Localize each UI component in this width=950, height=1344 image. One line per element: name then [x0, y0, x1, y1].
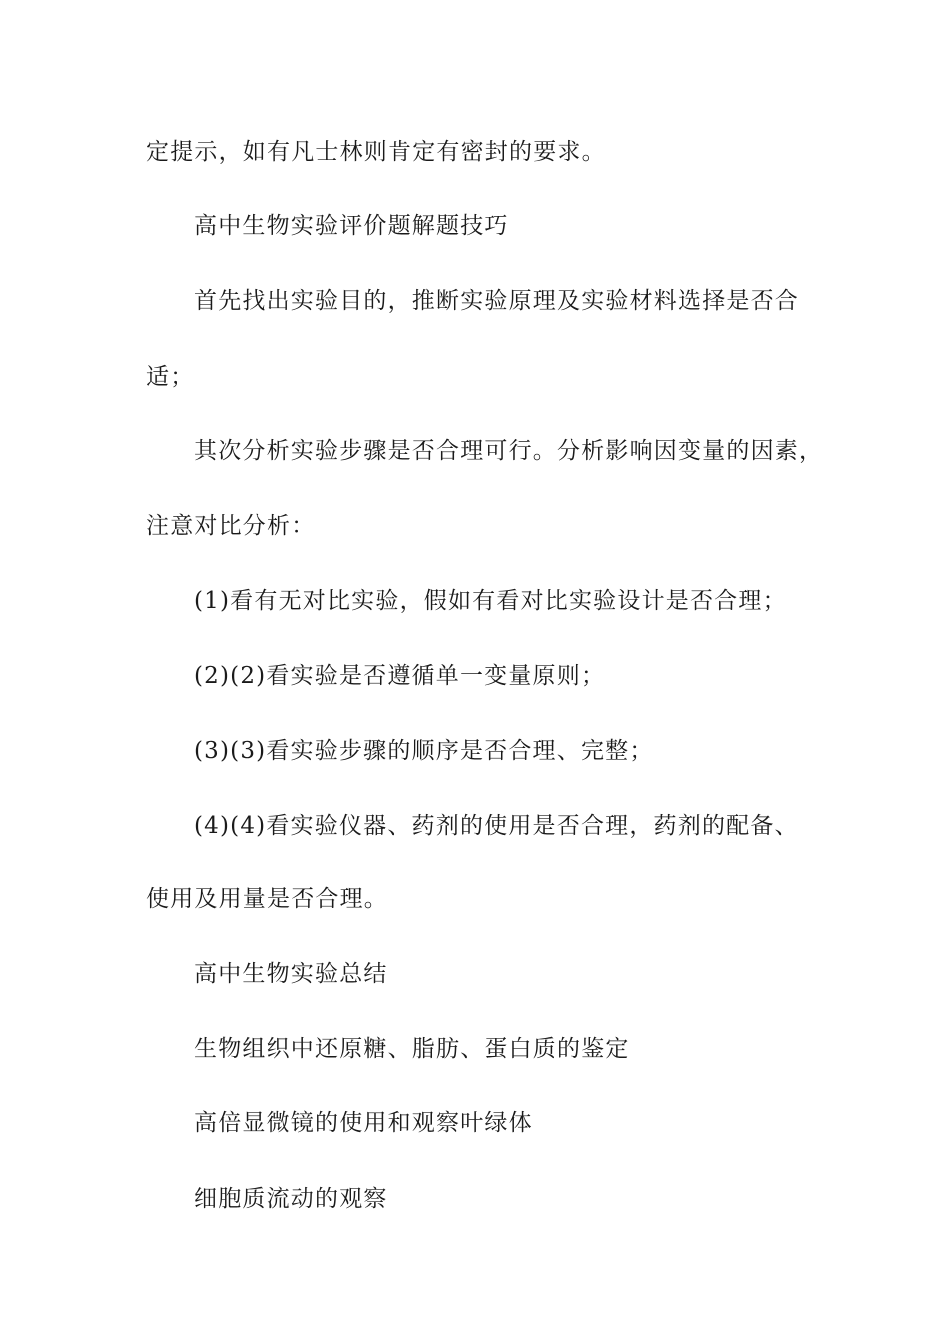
list-item: (2)(2)看实验是否遵循单一变量原则；: [194, 663, 606, 689]
list-item: 细胞质流动的观察: [194, 1186, 388, 1212]
paragraph-line: 首先找出实验目的，推断实验原理及实验材料选择是否合: [194, 288, 799, 314]
paragraph-line: 其次分析实验步骤是否合理可行。分析影响因变量的因素，: [194, 438, 824, 464]
paragraph-line: 使用及用量是否合理。: [146, 886, 388, 912]
list-item: (4)(4)看实验仪器、药剂的使用是否合理，药剂的配备、: [194, 813, 799, 839]
paragraph-line: 定提示，如有凡士林则肯定有密封的要求。: [146, 139, 606, 165]
list-item: 生物组织中还原糖、脂肪、蛋白质的鉴定: [194, 1036, 630, 1062]
list-item: (3)(3)看实验步骤的顺序是否合理、完整；: [194, 738, 654, 764]
list-item: (1)看有无对比实验，假如有看对比实验设计是否合理；: [194, 588, 787, 614]
paragraph-line: 注意对比分析：: [146, 513, 316, 539]
paragraph-line: 适；: [146, 364, 195, 390]
list-item: 高倍显微镜的使用和观察叶绿体: [194, 1110, 533, 1136]
section-heading-experiment-summary: 高中生物实验总结: [194, 961, 388, 987]
section-heading-evaluation-tips: 高中生物实验评价题解题技巧: [194, 213, 509, 239]
